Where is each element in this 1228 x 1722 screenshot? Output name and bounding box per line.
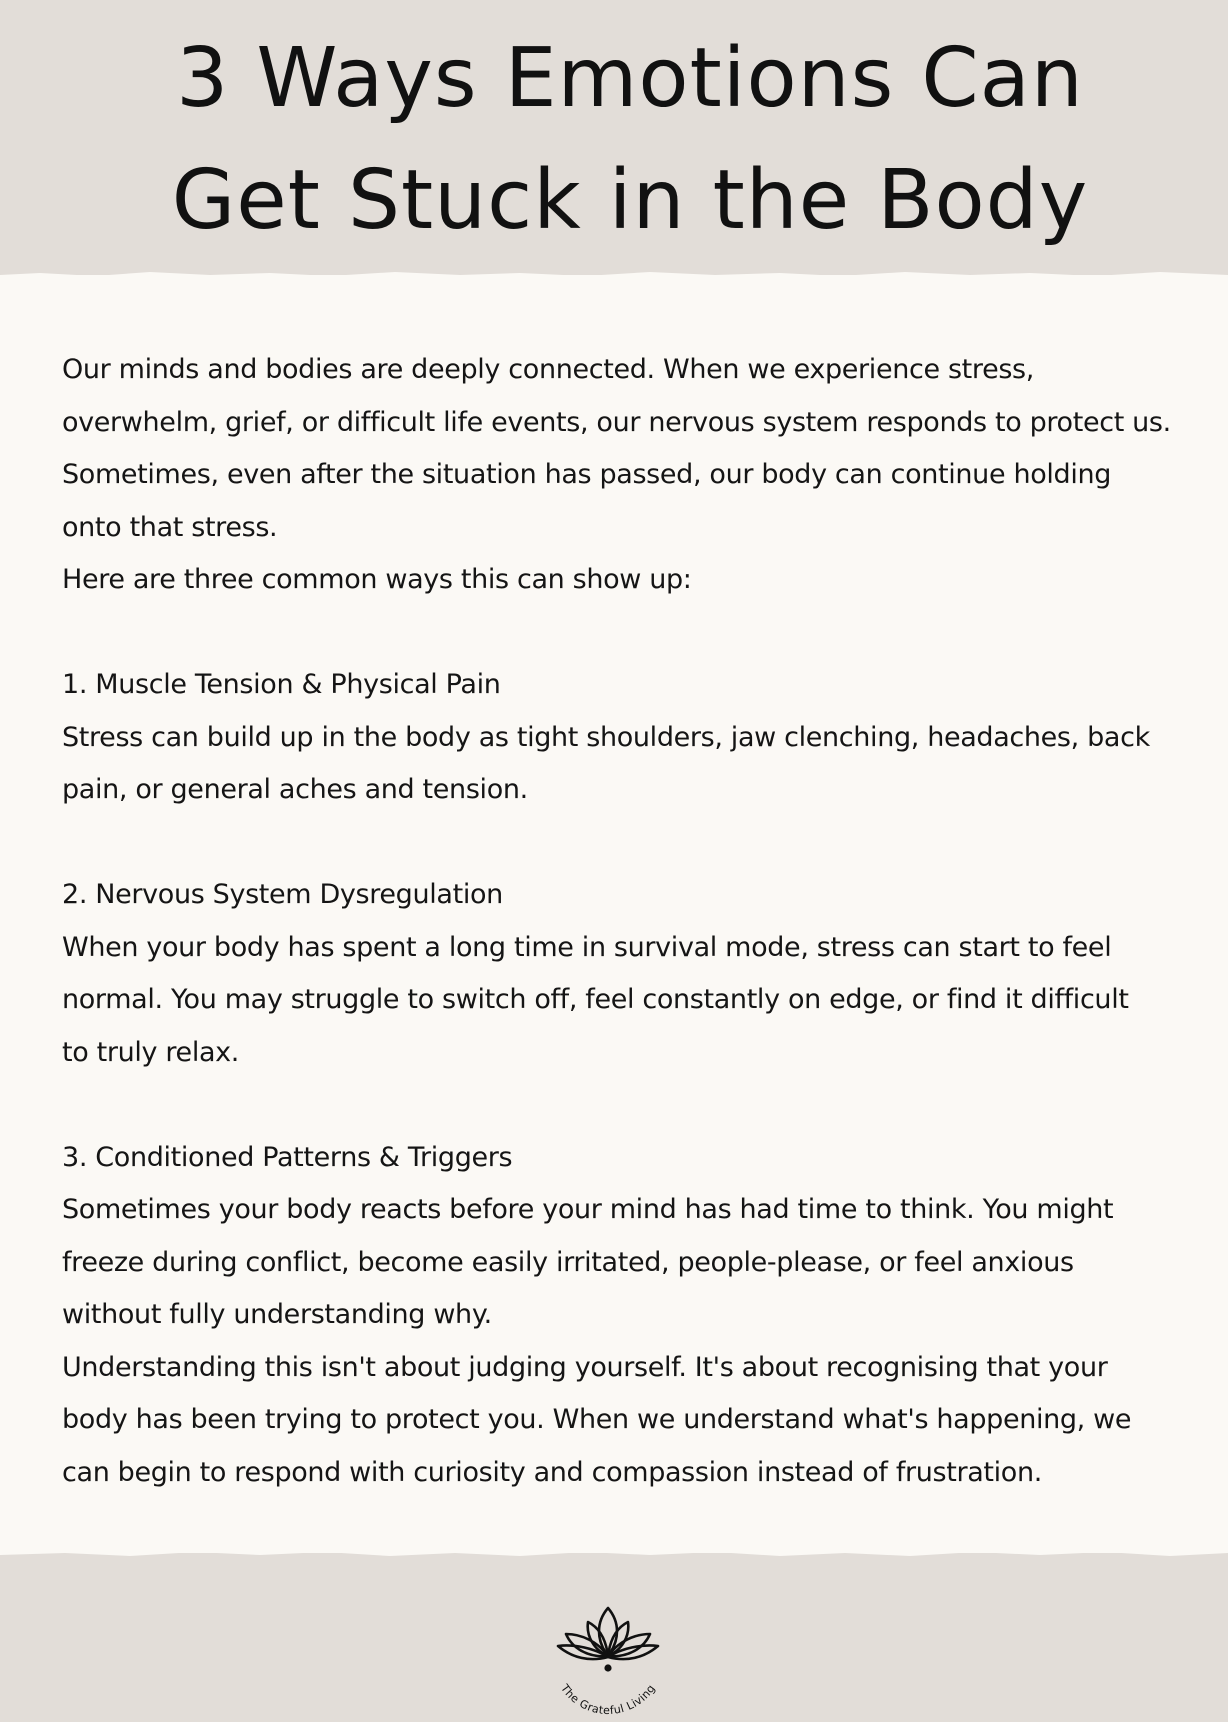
intro-line: Here are three common ways this can show up: (62, 564, 692, 595)
intro-line: onto that stress. (62, 511, 278, 543)
spacer (62, 1079, 1182, 1132)
svg-text:The Grateful Living (558, 1681, 658, 1717)
section-heading: 1. Muscle Tension & Physical Pain (62, 669, 501, 700)
section-line: freeze during conflict, become easily irritated, people-please, or feel anxious (62, 1246, 1074, 1278)
body-text (62, 344, 1182, 1499)
torn-edge-bottom (0, 1546, 1228, 1564)
closing-line: body has been trying to protect you. When we understand what's happening, we (62, 1404, 1132, 1435)
intro-line: Our minds and bodies are deeply connected. When we experience stress, (62, 354, 1035, 385)
section-line: without fully understanding why. (62, 1299, 492, 1330)
page-title (0, 18, 1228, 262)
spacer (62, 607, 1182, 660)
closing-line: Understanding this isn't about judging yourself. It's about recognising that your (62, 1351, 1108, 1383)
spacer (62, 817, 1182, 870)
title-line-2: Get Stuck in the Body (171, 153, 1089, 248)
section-heading: 2. Nervous System Dysregulation (62, 879, 503, 910)
torn-edge-top (0, 264, 1228, 282)
title-line-1: 3 Ways Emotions Can (176, 31, 1084, 126)
intro-line: overwhelm, grief, or difficult life events, our nervous system responds to protect us. (62, 406, 1171, 438)
section-line: Stress can build up in the body as tight shoulders, jaw clenching, headaches, back (62, 721, 1150, 753)
section-line: normal. You may struggle to switch off, feel constantly on edge, or find it difficult (62, 984, 1129, 1015)
section-line: to truly relax. (62, 1036, 240, 1068)
lotus-icon (538, 1600, 678, 1718)
intro-line: Sometimes, even after the situation has passed, our body can continue holding (62, 459, 1112, 490)
section-line: pain, or general aches and tension. (62, 774, 528, 805)
section-line: Sometimes your body reacts before your mind has had time to think. You might (62, 1194, 1114, 1225)
section-line: When your body has spent a long time in survival mode, stress can start to feel (62, 931, 1112, 963)
header (0, 0, 1228, 275)
section-heading: 3. Conditioned Patterns & Triggers (62, 1141, 513, 1173)
logo-text: The Grateful Living (558, 1682, 658, 1718)
closing-line: can begin to respond with curiosity and compassion instead of frustration. (62, 1456, 1042, 1488)
